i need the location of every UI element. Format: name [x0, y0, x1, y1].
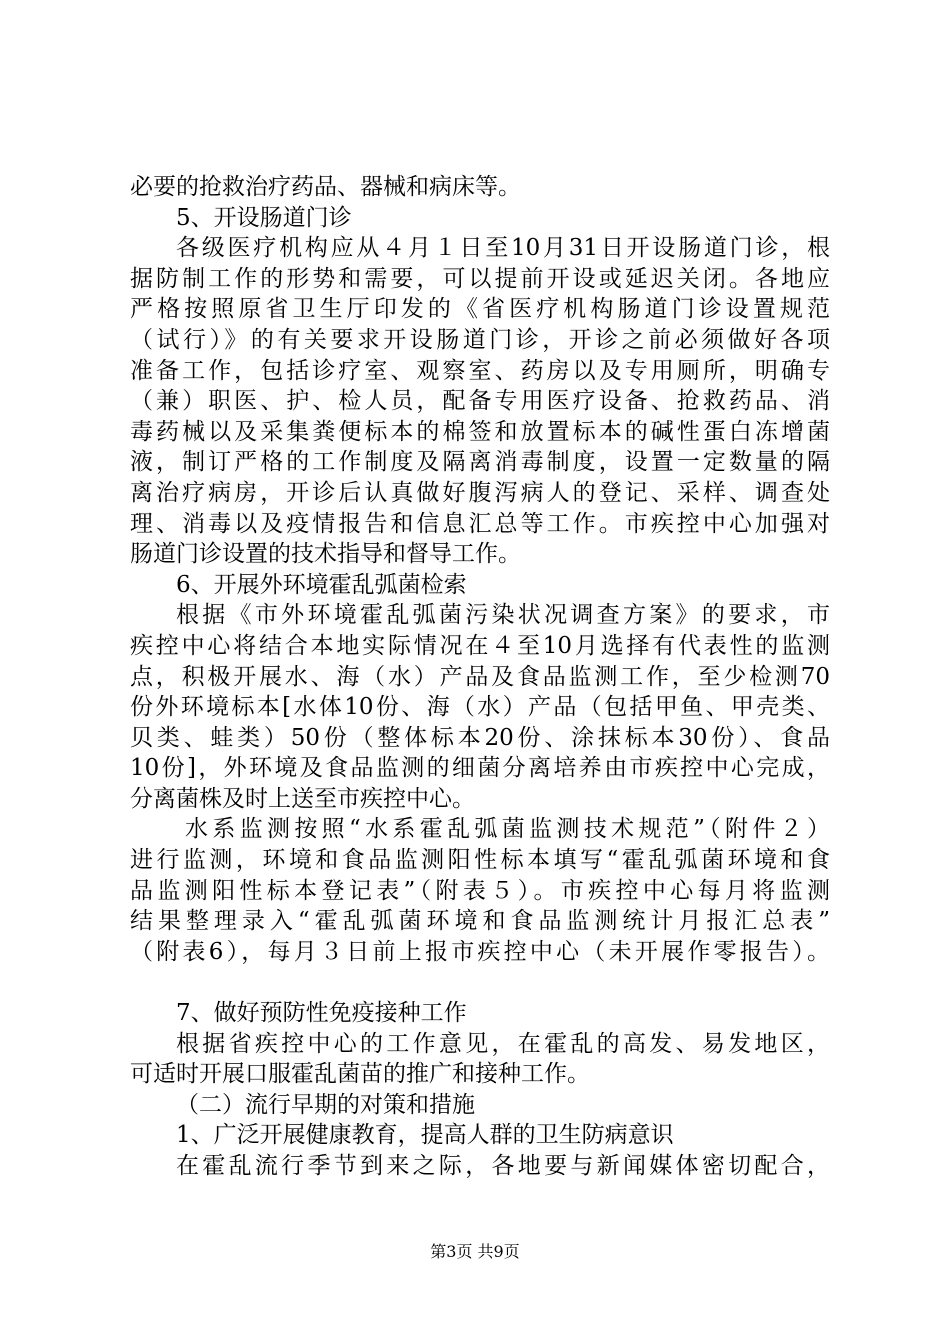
text-line: 点，积极开展水、海（水）产品及食品监测工作，至少检测70: [130, 663, 830, 690]
text-line: 水系监测按照“水系霍乱弧菌监测技术规范”（附件２）: [185, 816, 830, 843]
text-line: 5、开设肠道门诊: [176, 204, 352, 231]
text-line: （二）流行早期的对策和措施: [176, 1091, 475, 1118]
text-line: （兼）职医、护、检人员，配备专用医疗设备、抢救药品、消: [130, 388, 830, 415]
text-line: 毒药械以及采集粪便标本的棉签和放置标本的碱性蛋白冻增菌: [130, 418, 830, 445]
text-line: 1、广泛开展健康教育，提高人群的卫生防病意识: [176, 1122, 674, 1149]
text-line: 可适时开展口服霍乱菌苗的推广和接种工作。: [130, 1061, 590, 1088]
text-line: 必要的抢救治疗药品、器械和病床等。: [130, 174, 521, 200]
text-line: 品监测阳性标本登记表”（附表５）。市疾控中心每月将监测: [130, 877, 830, 904]
text-line: 7、做好预防性免疫接种工作: [176, 1000, 467, 1027]
text-line: （附表6），每月３日前上报市疾控中心（未开展作零报告）。: [130, 938, 830, 965]
text-line: 份外环境标本[水体10份、海（水）产品（包括甲鱼、甲壳类、: [130, 694, 830, 721]
text-line: 6、开展外环境霍乱弧菌检索: [176, 571, 467, 598]
text-line: 严格按照原省卫生厅印发的《省医疗机构肠道门诊设置规范: [130, 296, 830, 323]
text-line: 10份]，外环境及食品监测的细菌分离培养由市疾控中心完成，: [130, 755, 830, 782]
text-line: 据防制工作的形势和需要，可以提前开设或延迟关闭。各地应: [130, 265, 830, 292]
text-line: 肠道门诊设置的技术指导和督导工作。: [130, 541, 521, 568]
text-line: 在霍乱流行季节到来之际，各地要与新闻媒体密切配合，: [176, 1153, 830, 1179]
page-footer: [0, 1242, 950, 1262]
text-line: 结果整理录入“霍乱弧菌环境和食品监测统计月报汇总表”: [130, 908, 830, 935]
text-line: 进行监测，环境和食品监测阳性标本填写“霍乱弧菌环境和食: [130, 847, 830, 874]
text-line: 根据省疾控中心的工作意见，在霍乱的高发、易发地区，: [176, 1030, 830, 1057]
page-number: 第3页 共9页: [430, 1242, 520, 1261]
text-line: 理、消毒以及疫情报告和信息汇总等工作。市疾控中心加强对: [130, 510, 830, 537]
text-line: 离治疗病房，开诊后认真做好腹泻病人的登记、采样、调查处: [130, 479, 830, 506]
text-line: 疾控中心将结合本地实际情况在４至10月选择有代表性的监测: [130, 632, 830, 659]
text-line: 根据《市外环境霍乱弧菌污染状况调查方案》的要求，市: [176, 602, 830, 629]
text-line: 贝类、蛙类）50份（整体标本20份、涂抹标本30份）、食品: [130, 724, 830, 751]
text-line: 准备工作，包括诊疗室、观察室、药房以及专用厕所，明确专: [130, 357, 830, 384]
text-line: 各级医疗机构应从４月１日至10月31日开设肠道门诊，根: [176, 235, 830, 262]
blank-line: [130, 967, 830, 998]
text-line: 分离菌株及时上送至市疾控中心。: [130, 785, 475, 812]
document-body: [130, 172, 830, 1182]
text-line: 液，制订严格的工作制度及隔离消毒制度，设置一定数量的隔: [130, 449, 830, 476]
text-line: （试行）》的有关要求开设肠道门诊，开诊之前必须做好各项: [130, 326, 830, 353]
